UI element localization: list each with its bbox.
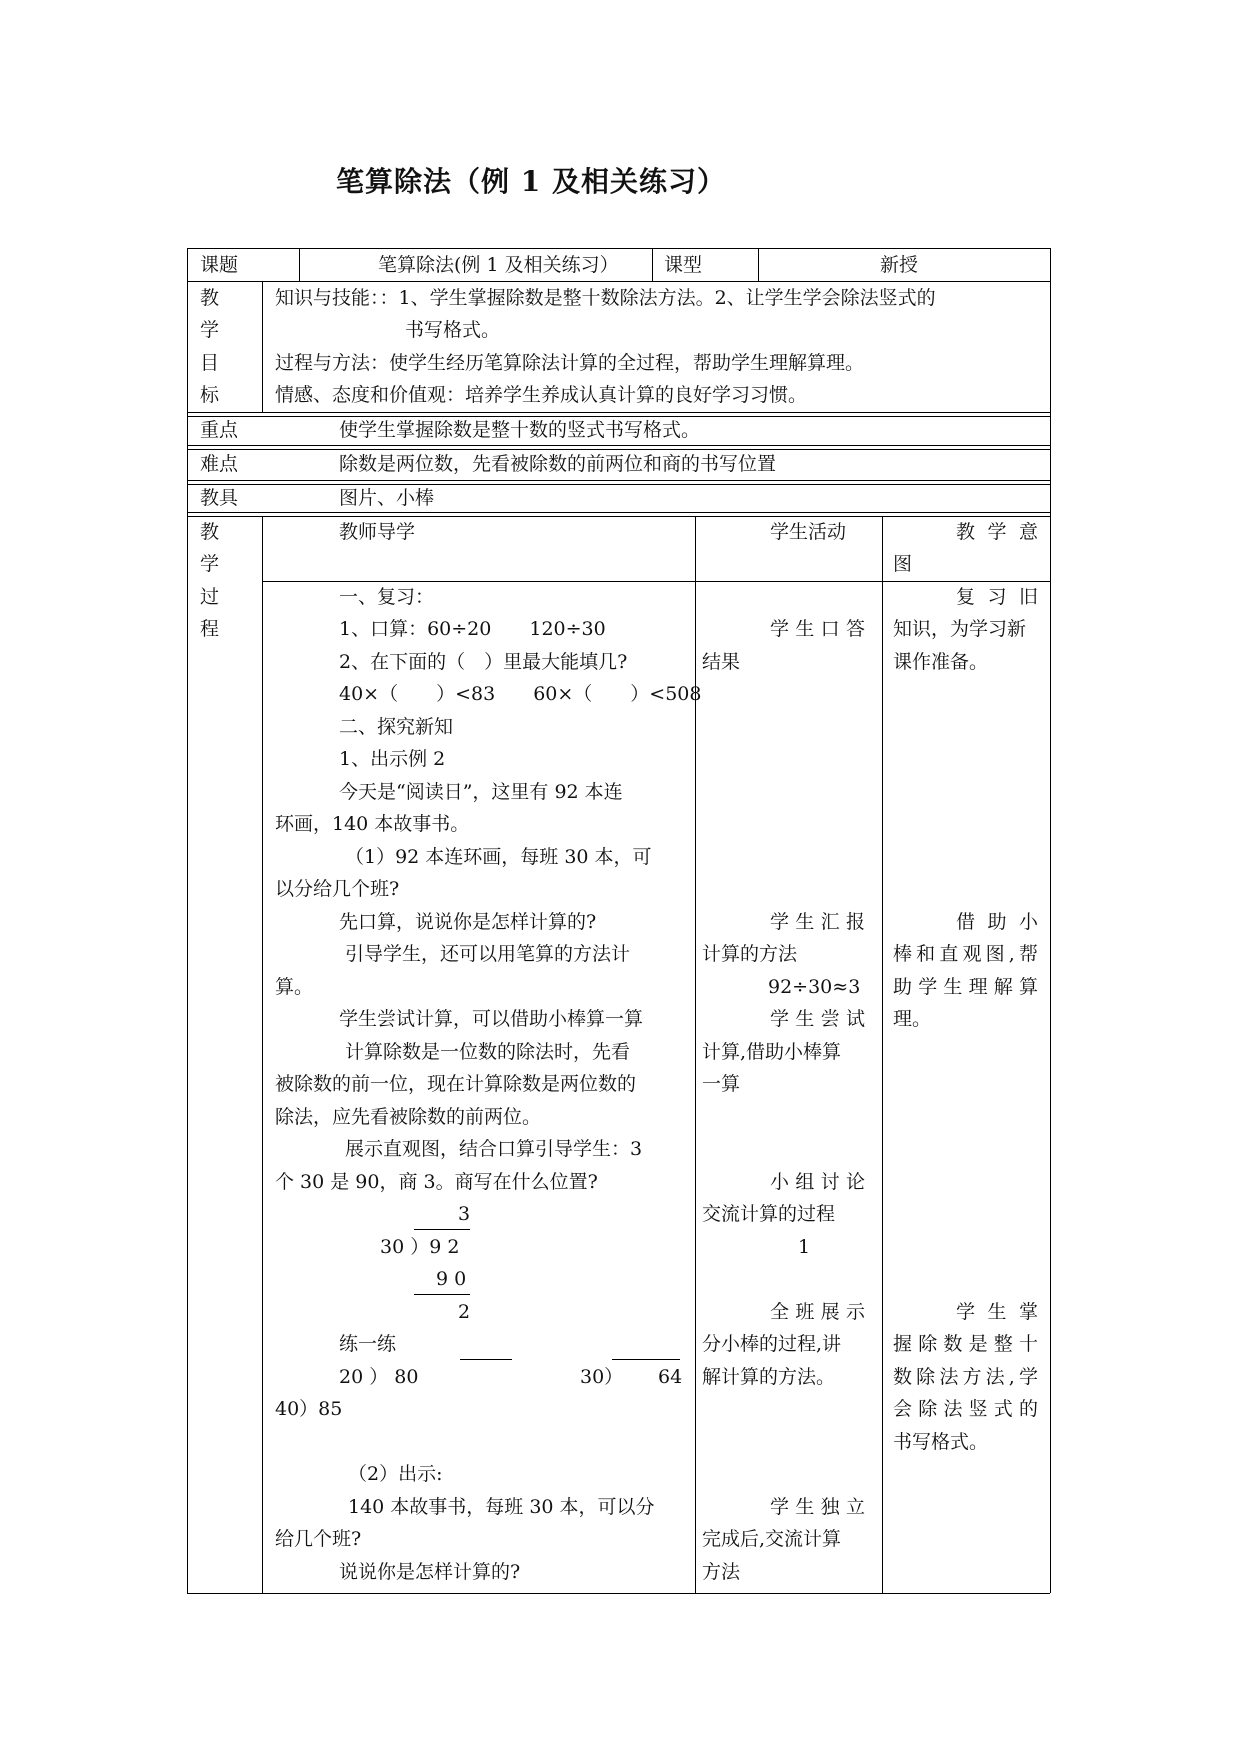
text-line: 一算 (702, 1073, 741, 1095)
text-line: 过 (200, 586, 220, 608)
text-line: 全班展示 (770, 1301, 865, 1323)
kexing-value: 新授 (880, 254, 919, 276)
text-line: 40×（ ）<83 60×（ ）<508 (339, 683, 702, 705)
col-intent-cont: 图 (893, 553, 913, 575)
text-line: 64 (658, 1366, 683, 1388)
text-line: 学生汇报 (770, 911, 865, 933)
text-line: 会除法竖式的 (893, 1398, 1038, 1420)
text-line: 除法，应先看被除数的前两位。 (275, 1106, 542, 1128)
goal-process: 过程与方法：使学生经历笔算除法计算的全过程，帮助学生理解算理。 (275, 352, 865, 374)
text-line: 数除法方法,学 (893, 1366, 1038, 1388)
text-line: 标 (200, 384, 220, 406)
text-line: 1、出示例 2 (339, 748, 446, 770)
text-line: 30） (580, 1366, 624, 1388)
text-line: 学生口答 (770, 618, 865, 640)
col-teacher-guide: 教师导学 (339, 521, 416, 543)
text-line: 说说你是怎样计算的? (339, 1561, 521, 1583)
key-point-label: 重点 (200, 419, 239, 441)
difficulty-label: 难点 (200, 453, 239, 475)
tools-value: 图片、小棒 (339, 487, 435, 509)
text-line: 完成后,交流计算 (702, 1528, 842, 1550)
goal-emotion: 情感、态度和价值观：培养学生养成认真计算的良好学习习惯。 (275, 384, 808, 406)
col-student-activity: 学生活动 (770, 521, 847, 543)
text-line: 教 (200, 287, 220, 309)
text-line: 今天是“阅读日”，这里有 92 本连 (339, 781, 623, 803)
page-title: 笔算除法（例 1 及相关练习） (336, 165, 726, 198)
text-line: 棒和直观图,帮 (893, 943, 1038, 965)
text-line: 小组讨论 (770, 1171, 865, 1193)
text-line: 一、复习： (339, 586, 435, 608)
difficulty-value: 除数是两位数，先看被除数的前两位和商的书写位置 (339, 453, 777, 475)
text-line: 分小棒的过程,讲 (702, 1333, 842, 1355)
goal-knowledge: 知识与技能：：1、学生掌握除数是整十数除法方法。2、让学生学会除法竖式的 (275, 287, 936, 309)
text-line: 助学生理解算 (893, 976, 1038, 998)
text-line: 算。 (275, 976, 314, 998)
text-line: 交流计算的过程 (702, 1203, 836, 1225)
text-line: 理。 (893, 1008, 932, 1030)
text-line: 结果 (702, 651, 741, 673)
text-line: 学生尝试 (770, 1008, 865, 1030)
text-line: 学生尝试计算，可以借助小棒算一算 (339, 1008, 644, 1030)
text-line: （1）92 本连环画，每班 30 本，可 (345, 846, 652, 868)
text-line: 先口算，说说你是怎样计算的? (339, 911, 597, 933)
text-line: 计算的方法 (702, 943, 798, 965)
text-line: 2、在下面的（ ）里最大能填几? (339, 651, 628, 673)
text-line: 环画，140 本故事书。 (275, 813, 470, 835)
text-line: 目 (200, 352, 220, 374)
text-line: 3 (458, 1203, 471, 1225)
text-line: 展示直观图，结合口算引导学生：3 (345, 1138, 643, 1160)
text-line: 学 (200, 319, 220, 341)
text-line: 知识，为学习新 (893, 618, 1027, 640)
text-line: 学生独立 (770, 1496, 865, 1518)
keti-value: 笔算除法(例 1 及相关练习） (378, 254, 619, 276)
text-line: 20 ） 80 (339, 1366, 419, 1388)
text-line: 方法 (702, 1561, 741, 1583)
goal-knowledge-cont: 书写格式。 (405, 319, 501, 341)
col-intent: 教 学 意 (956, 521, 1038, 543)
text-line: 书写格式。 (893, 1431, 989, 1453)
text-line: 教 (200, 521, 220, 543)
text-line: 课作准备。 (893, 651, 989, 673)
text-line: 解计算的方法。 (702, 1366, 836, 1388)
text-line: 借助小 (956, 911, 1038, 933)
text-line: 计算,借助小棒算 (702, 1041, 842, 1063)
text-line: 1 (798, 1236, 811, 1258)
text-line: 2 (458, 1301, 471, 1323)
text-line: 学 (200, 553, 220, 575)
label-kexing: 课型 (664, 254, 703, 276)
text-line: 二、探究新知 (339, 716, 454, 738)
text-line: 92÷30≈3 (768, 976, 861, 998)
text-line: 30 ）9 2 (380, 1236, 460, 1258)
text-line: 握除数是整十 (893, 1333, 1038, 1355)
text-line: 个 30 是 90，商 3。商写在什么位置? (275, 1171, 598, 1193)
text-line: 引导学生，还可以用笔算的方法计 (345, 943, 631, 965)
tools-label: 教具 (200, 487, 239, 509)
label-keti: 课题 (200, 254, 239, 276)
text-line: 计算除数是一位数的除法时，先看 (345, 1041, 631, 1063)
key-point-value: 使学生掌握除数是整十数的竖式书写格式。 (339, 419, 701, 441)
text-line: 1、口算：60÷20 120÷30 (339, 618, 606, 640)
text-line: 以分给几个班? (275, 878, 400, 900)
text-line: 学生掌 (956, 1301, 1038, 1323)
text-line: 练一练 (339, 1333, 397, 1355)
text-line: 9 0 (436, 1268, 467, 1290)
text-line: 被除数的前一位，现在计算除数是两位数的 (275, 1073, 637, 1095)
text-line: （2）出示: (348, 1463, 443, 1485)
text-line: 复习旧 (956, 586, 1038, 608)
text-line: 给几个班? (275, 1528, 362, 1550)
text-line: 40）85 (275, 1398, 343, 1420)
text-line: 程 (200, 618, 220, 640)
text-line: 140 本故事书，每班 30 本，可以分 (348, 1496, 655, 1518)
